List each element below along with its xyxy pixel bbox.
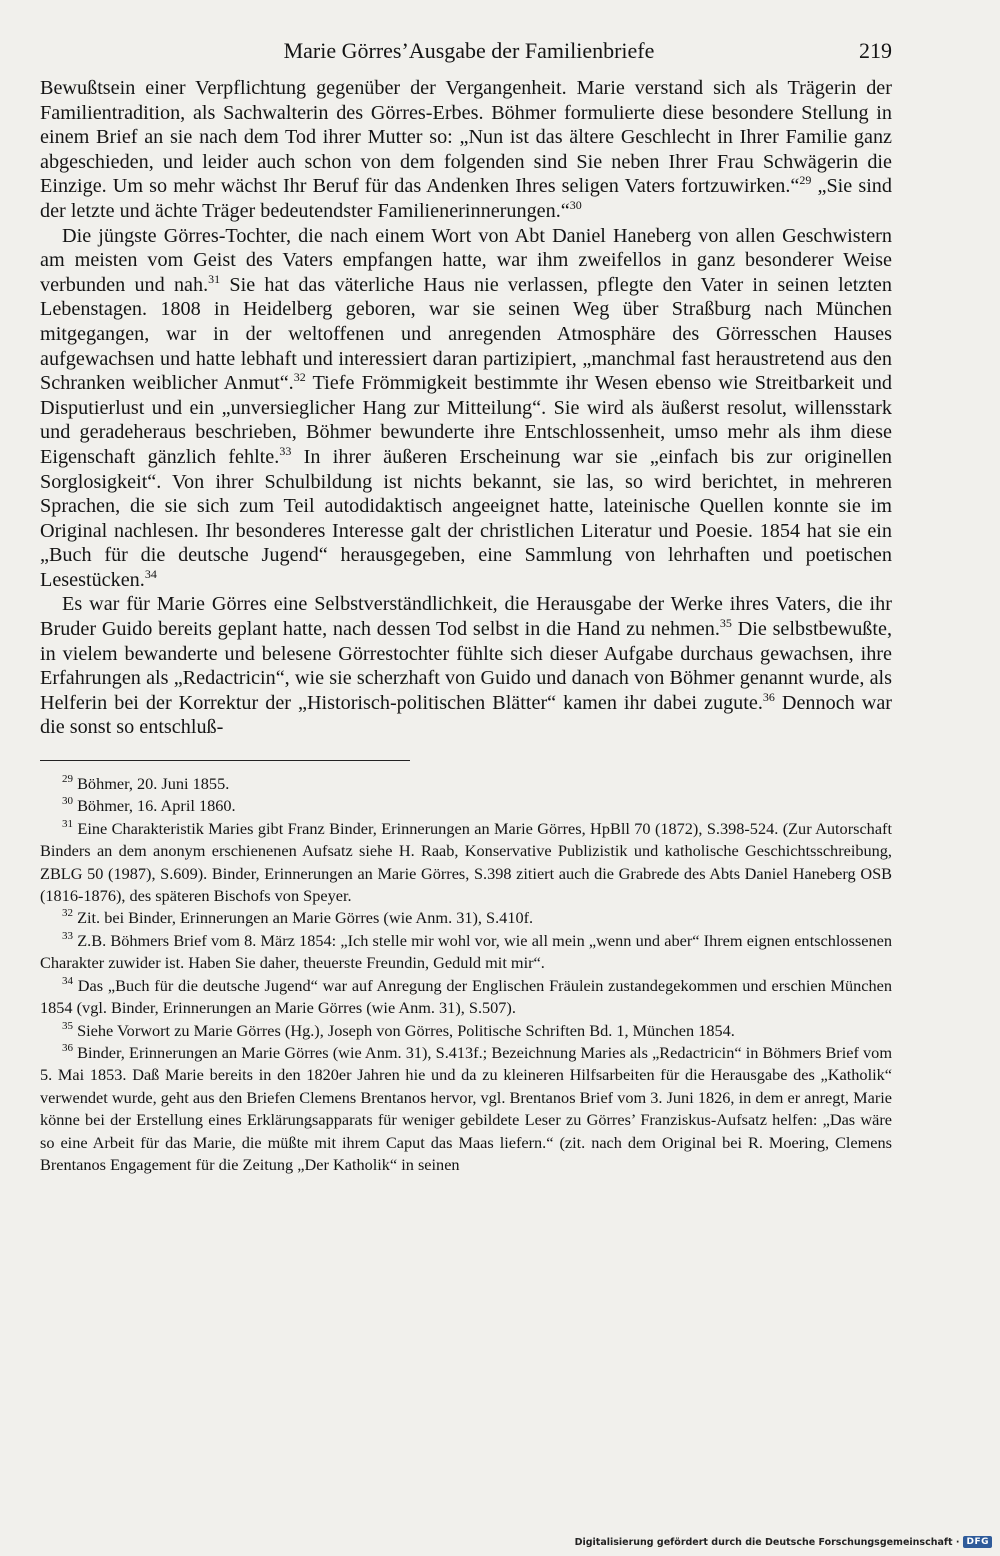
footnote-number: 33 bbox=[62, 929, 73, 942]
footnote-ref[interactable]: 36 bbox=[762, 690, 775, 705]
footnote-text: Z.B. Böhmers Brief vom 8. März 1854: „Ich stelle mir wohl vor, wie all mein „wenn und aber“ Ihrem eignen entschlossenen Charakter zuwider ist. Haben Sie daher, theuerste Freundin, Geduld mit mir“. bbox=[40, 930, 892, 973]
footnote bbox=[40, 795, 892, 817]
footnote-number: 30 bbox=[62, 795, 73, 808]
text-run: Die jüngste Görres-Tochter, die nach einem Wort von Abt Daniel Haneberg von allen Geschwistern am meisten vom Geist des Vaters empfangen hatte, war ihm zweifellos in ganz besonderer Weise verbunden und nah. bbox=[40, 224, 892, 296]
text-run: Dennoch war die sonst so entschluß- bbox=[40, 691, 892, 739]
text-run: In ihrer äußeren Erscheinung war sie „einfach bis zur originellen Sorglosigkeit“. Von ihrer Schulbildung ist nichts bekannt, sie las, so wird berichtet, in mehreren Sprachen, die sie sich zum Teil autodidaktisch angeeignet hatte, lateinische Quellen konnte sie im Original nachlesen. Ihr besonderes Interesse galt der christlichen Literatur und Poesie. 1854 hat sie ein „Buch für die deutsche Jugend“ herausgegeben, eine Sammlung von lehrhaften und poetischen Lesestücken. bbox=[40, 445, 893, 591]
footnote bbox=[40, 975, 892, 1020]
footnote-number: 31 bbox=[62, 817, 73, 830]
footnote bbox=[40, 930, 892, 975]
footnote-ref[interactable]: 34 bbox=[144, 567, 157, 582]
footnote-ref[interactable]: 31 bbox=[208, 271, 221, 286]
dfg-logo-icon: DFG bbox=[963, 1536, 992, 1548]
body-text bbox=[40, 76, 892, 740]
footnote-number: 36 bbox=[62, 1041, 73, 1054]
footnote-divider bbox=[40, 760, 410, 761]
footnote-ref[interactable]: 33 bbox=[279, 444, 292, 459]
text-run: Sie hat das väterliche Haus nie verlassen, pflegte den Vater in seinen letzten Lebenstagen. 1808 in Heidelberg geboren, war sie seinen Weg über Straßburg nach München mitgegangen, war in der weltoffenen und anregenden Atmosphäre des Görresschen Hauses aufgewachsen und hatte lebhaft und interessiert daran partizipiert, „manchmal fast heraustretend aus den Schranken weiblicher Anmut“. bbox=[40, 273, 892, 395]
footnote-number: 34 bbox=[62, 974, 73, 987]
footnote bbox=[40, 818, 892, 908]
footnote-text: Böhmer, 20. Juni 1855. bbox=[73, 774, 230, 794]
page bbox=[40, 36, 892, 1176]
footnote-text: Siehe Vorwort zu Marie Görres (Hg.), Joseph von Görres, Politische Schriften Bd. 1, München 1854. bbox=[73, 1020, 735, 1040]
footnote bbox=[40, 1020, 892, 1042]
footnote-ref[interactable]: 30 bbox=[569, 198, 582, 213]
credit-text: Digitalisierung gefördert durch die Deutsche Forschungsgemeinschaft · bbox=[574, 1536, 960, 1548]
paragraph-1 bbox=[40, 76, 892, 224]
footnote-ref[interactable]: 35 bbox=[719, 616, 732, 631]
text-run: Bewußtsein einer Verpflichtung gegenüber der Vergangenheit. Marie verstand sich als Trägerin der Familientradition, als Sachwalterin des Görres-Erbes. Böhmer formulierte diese besondere Stellung in einem Brief an sie nach dem Tod ihrer Mutter so: „Nun ist das ältere Geschlecht in Ihrer Familie ganz abgeschieden, und leider auch schon von dem folgenden sind Sie neben Ihrer Frau Schwägerin die Einzige. Um so mehr wächst Ihr Beruf für das Andenken Ihres seligen Vaters fortzuwirken.“ bbox=[40, 77, 892, 198]
footnote bbox=[40, 1042, 892, 1176]
footnote-text: Binder, Erinnerungen an Marie Görres (wie Anm. 31), S.413f.; Bezeichnung Maries als „Redactricin“ in Böhmers Brief vom 5. Mai 1853. Daß Marie bereits in den 1820er Jahren hie und da zu kleineren Hilfsarbeiten für die Herausgabe des „Katholik“ verwendet wurde, geht aus den Briefen Clemens Brentanos hervor, vgl. Brentanos Brief vom 3. Juni 1826, in dem er anregt, Marie könne bei der Erstellung eines Erklärungsapparats für weniger gebildete Leser zu Görres’ Franziskus-Aufsatz helfen: „Das wäre so eine Arbeit für das Marie, die müßte mit ihrem Caput das Maas liefern.“ (zit. nach dem Original bei R. Moering, Clemens Brentanos Engagement für die Zeitung „Der Katholik“ in seinen bbox=[40, 1042, 892, 1174]
paragraph-3 bbox=[40, 592, 892, 740]
text-run: Die selbstbewußte, in vielem bewanderte und belesene Görrestochter fühlte sich dieser Aufgabe durchaus gewachsen, ihre Erfahrungen als „Redactricin“, wie sie scherzhaft von Guido und danach von Böhmer genannt wurde, als Helferin bei der Korrektur der „Historisch-politischen Blätter“ kamen ihr dabei zugute. bbox=[40, 618, 892, 714]
text-run: Es war für Marie Görres eine Selbstverständlichkeit, die Herausgabe der Werke ihres Vaters, die ihr Bruder Guido bereits geplant hatte, nach dessen Tod selbst in die Hand zu nehmen. bbox=[40, 593, 892, 641]
footnote-text: Böhmer, 16. April 1860. bbox=[73, 796, 236, 816]
text-run: Tiefe Frömmigkeit bestimmte ihr Wesen ebenso wie Streitbarkeit und Disputierlust und ein „unversieglicher Hang zur Mitteilung“. Sie wird als äußerst resolut, willensstark und geradeheraus beschrieben, Böhmer bewunderte ihre Entschlossenheit, umso mehr als ihm diese Eigenschaft gänzlich fehlte. bbox=[40, 372, 893, 468]
footnote-ref[interactable]: 29 bbox=[799, 173, 812, 188]
footnote-number: 32 bbox=[62, 907, 73, 920]
footnote-number: 29 bbox=[62, 772, 73, 785]
footnote-number: 35 bbox=[62, 1019, 73, 1032]
running-header bbox=[40, 36, 892, 76]
page-number: 219 bbox=[859, 38, 892, 63]
footnote bbox=[40, 907, 892, 929]
footnote-text: Zit. bei Binder, Erinnerungen an Marie Görres (wie Anm. 31), S.410f. bbox=[73, 908, 534, 928]
footnote bbox=[40, 773, 892, 795]
footnote-text: Das „Buch für die deutsche Jugend“ war auf Anregung der Englischen Fräulein zustandegekommen und erschien München 1854 (vgl. Binder, Erinnerungen an Marie Görres (wie Anm. 31), S.507). bbox=[40, 975, 892, 1018]
footnote-text: Eine Charakteristik Maries gibt Franz Binder, Erinnerungen an Marie Görres, HpBll 70 (1872), S.398-524. (Zur Autorschaft Binders an dem anonym erschienenen Aufsatz siehe H. Raab, Konservative Publizistik und katholische Geschichtsschreibung, ZBLG 50 (1987), S.609). Binder, Erinnerungen an Marie Görres, S.398 zitiert auch die Grabrede des Abts Daniel Haneberg OSB (1816-1876), des späteren Bischofs von Speyer. bbox=[40, 818, 892, 906]
footnote-ref[interactable]: 32 bbox=[293, 370, 306, 385]
paragraph-2 bbox=[40, 224, 892, 593]
running-title: Marie Görres’Ausgabe der Familienbriefe bbox=[283, 38, 655, 63]
digitization-credit bbox=[575, 1536, 992, 1548]
footnotes bbox=[40, 773, 892, 1176]
text-run: „Sie sind der letzte und ächte Träger bedeutendster Familienerinnerungen.“ bbox=[40, 175, 892, 222]
